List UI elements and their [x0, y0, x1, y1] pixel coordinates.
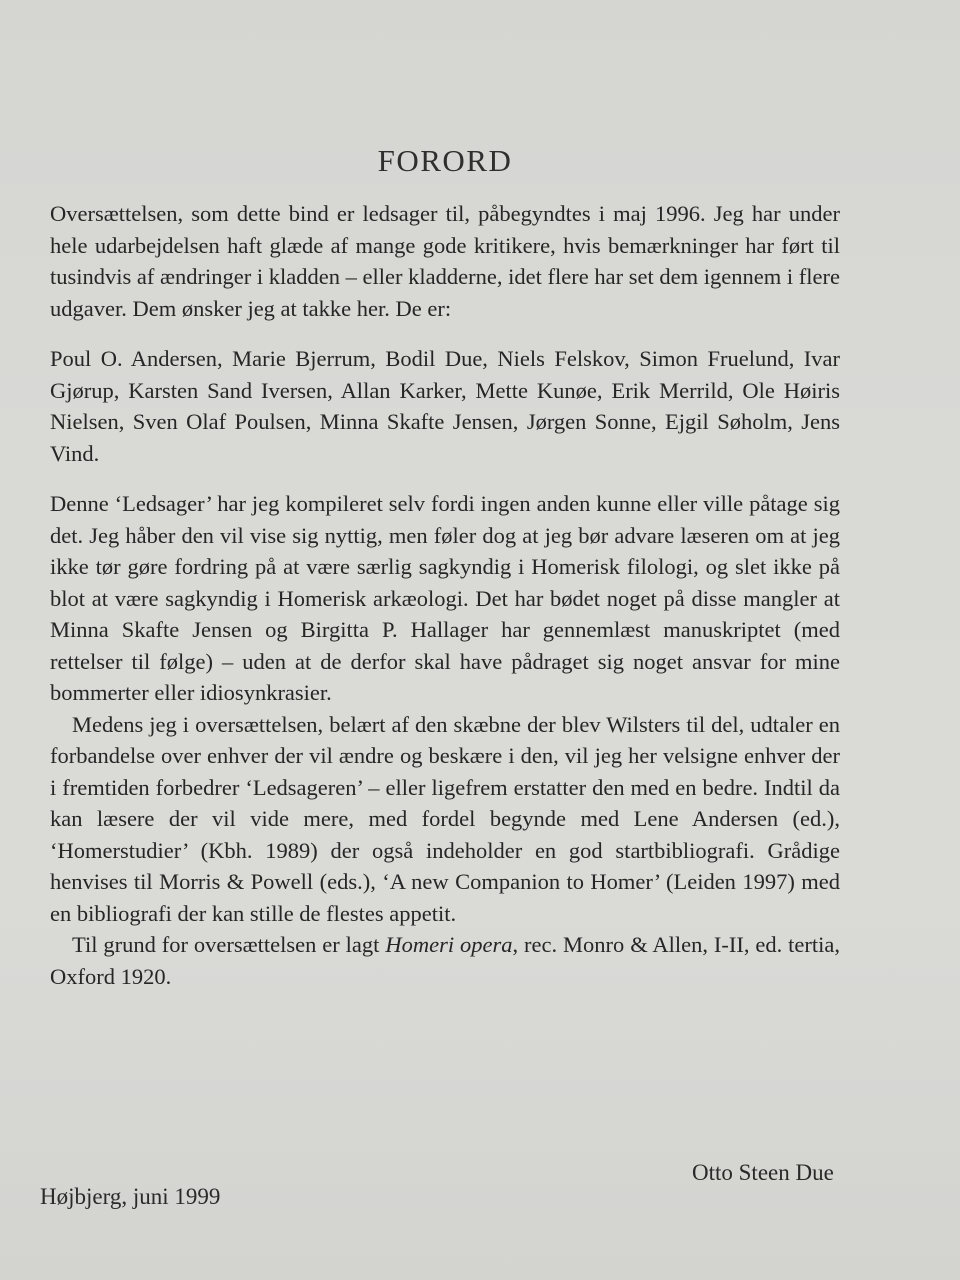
author-signature: Otto Steen Due	[692, 1160, 834, 1185]
basis-italic-title: Homeri opera	[385, 932, 513, 957]
intro-paragraph: Oversættelsen, som dette bind er ledsager til, påbegyndtes i maj 1996. Jeg har under hele udarbejdelsen haft glæde af mange gode kritikere, hvis bemærkninger har ført til tusindvis af ændringer i kladden – eller kladderne, idet flere har set dem igennem i flere udgaver. Dem ønsker jeg at takke her. De er:	[50, 201, 840, 321]
page-title: FORORD	[377, 143, 513, 178]
basis-text-after: , rec. Monro & Allen, I-II, ed. tertia, Oxford 1920.	[50, 932, 841, 989]
preface-body	[50, 198, 840, 992]
wilster-paragraph: Medens jeg i oversættelsen, belært af den skæbne der blev Wilsters til del, udtaler en forbandelse over enhver der vil ændre og beskære i den, vil jeg her velsigne enhver der i fremtiden forbedrer ‘Ledsageren’ – eller ligefrem erstatter den med en bedre. Indtil da kan læsere der vil vide mere, med fordel begynde med Lene Andersen (ed.), ‘Homerstudier’ (Kbh. 1989) der også indeholder en god startbibliografi. Grådige henvises til Morris & Powell (eds.), ‘A new Companion to Homer’ (Leiden 1997) med en bibliografi der kan stille de flestes appetit.	[50, 711, 840, 926]
basis-text-before: Til grund for oversættelsen er lagt	[72, 932, 386, 957]
place-and-date: Højbjerg, juni 1999	[40, 1184, 221, 1209]
ledsager-paragraph: Denne ‘Ledsager’ har jeg kompileret selv fordi ingen anden kunne eller ville påtage sig det. Jeg håber den vil vise sig nyttig, men føler dog at jeg bør advare læseren om at jeg ikke tør gøre fordring på at være særlig sagkyndig i Homerisk filologi, og slet ikke på blot at være sagkyndig i Homerisk arkæologi. Det har bødet noget på disse mangler at Minna Skafte Jensen og Birgitta P. Hallager har gennemlæst manuskriptet (med rettelser til følge) – uden at de derfor skal have pådraget sig noget ansvar for mine bommerter eller idiosynkrasier.	[50, 491, 840, 705]
translation-basis-paragraph	[50, 929, 840, 992]
acknowledged-names-paragraph: Poul O. Andersen, Marie Bjerrum, Bodil Due, Niels Felskov, Simon Fruelund, Ivar Gjørup, Karsten Sand Iversen, Allan Karker, Mette Kunøe, Erik Merrild, Ole Høiris Nielsen, Sven Olaf Poulsen, Minna Skafte Jensen, Jørgen Sonne, Ejgil Søholm, Jens Vind.	[50, 346, 840, 466]
